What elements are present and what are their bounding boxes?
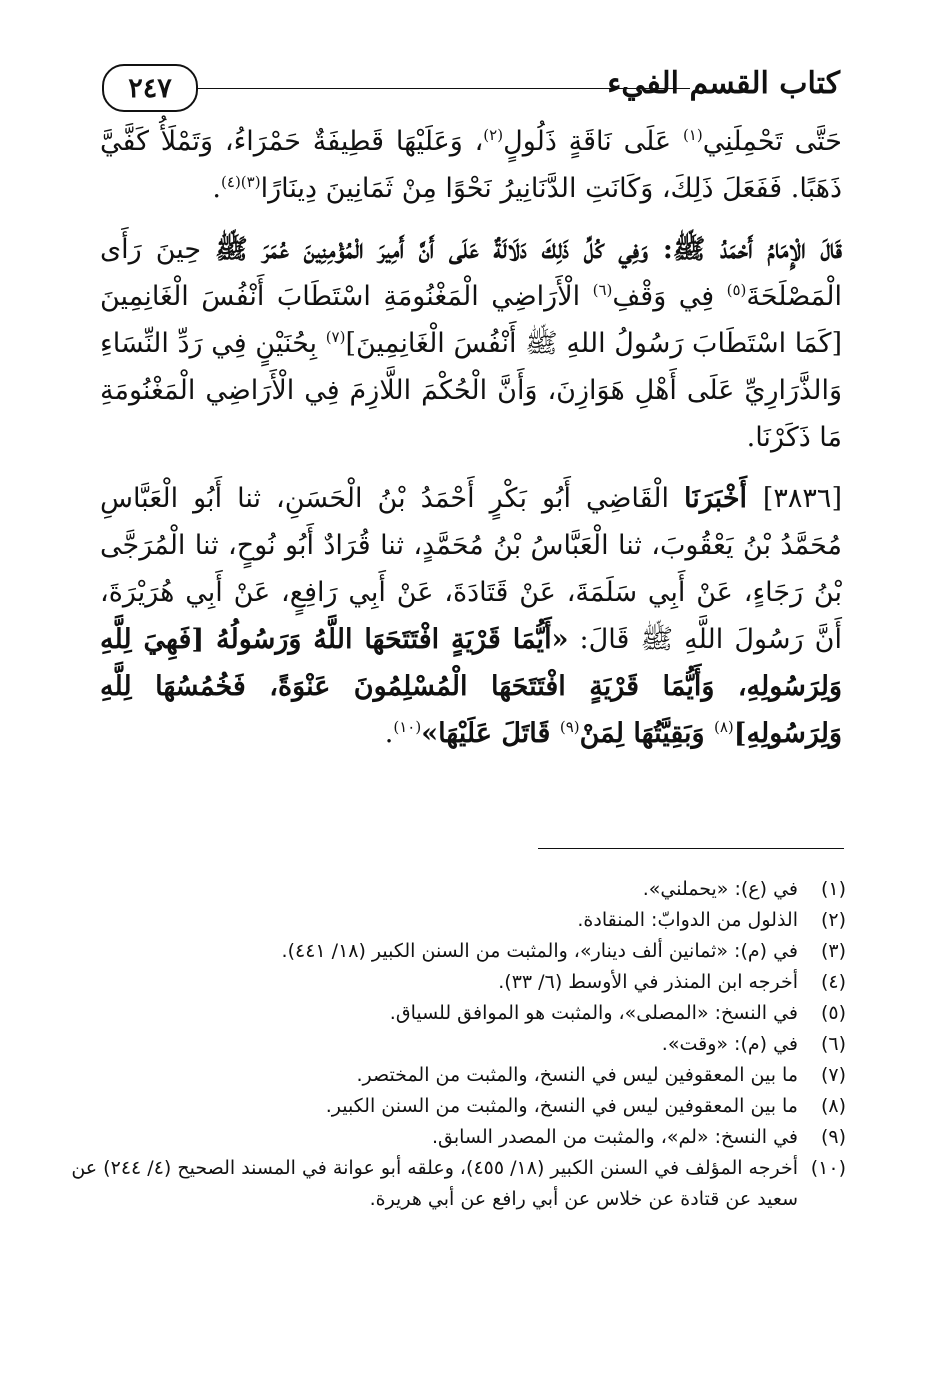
footnote-number: (٤) <box>820 971 846 993</box>
footnote-number: (٦) <box>820 1033 846 1055</box>
footnote-number: (٧) <box>820 1064 846 1086</box>
footnote-text: في (م): «ثمانين ألف دينار»، والمثبت من السنن الكبير (١٨/ ٤٤١). <box>281 940 798 962</box>
text-segment: حَتَّى تَحْمِلَنِي <box>702 126 842 157</box>
footnote-number: (٥) <box>820 1002 846 1024</box>
footnote-item <box>70 967 846 998</box>
footnote-separator <box>538 848 844 849</box>
text-segment: . <box>384 718 394 749</box>
text-segment: بِحُنَيْنٍ فِي رَدِّ النِّسَاءِ وَالذَّرَارِيِّ عَلَى أَهْلِ هَوَازِنَ، وَأَنَّ الْحُكْمَ اللَّازِمَ فِي الْأَرَاضِي الْمَغْنُومَةِ مَا ذَكَرْنَا. <box>100 328 842 453</box>
page-number: ٢٤٧ <box>102 64 198 112</box>
footnote-text: في (م): «وقت». <box>661 1033 798 1055</box>
footnote-number: (٣) <box>820 940 846 962</box>
paragraph-1 <box>100 118 842 212</box>
footnote-item <box>70 905 846 936</box>
footnote-item <box>70 1153 846 1215</box>
text-segment: قَالَ الْإِمَامُ أَحْمَدُ ﷺ: وَفِي كُلِّ ذَلِكَ دَلَالَةٌ عَلَى أَنَّ أَمِيرَ الْمُؤْمِنِينَ عُمَرَ ﷺ <box>215 234 842 265</box>
page-header <box>100 62 840 114</box>
footnote-ref: (١٠) <box>393 718 422 736</box>
footnote-ref: (٨) <box>714 718 734 736</box>
footnote-item <box>70 1060 846 1091</box>
footnote-text: ما بين المعقوفين ليس في النسخ، والمثبت من المختصر. <box>356 1064 798 1086</box>
footnote-item <box>70 936 846 967</box>
header-rule <box>198 88 690 89</box>
footnote-item <box>70 998 846 1029</box>
footnote-ref: (٥) <box>726 281 747 299</box>
text-segment: الْقَاضِي أَبُو بَكْرٍ أَحْمَدُ بْنُ الْحَسَنِ، ثنا أَبُو الْعَبَّاسِ مُحَمَّدُ بْنُ يَعْقُوبَ، ثنا الْعَبَّاسُ بْنُ مُحَمَّدٍ، ثنا قُرَادٌ أَبُو نُوحٍ، ثنا الْمُرَجَّى بْنُ رَجَاءٍ، عَنْ أَبِي سَلَمَةَ، عَنْ قَتَادَةَ، عَنْ أَبِي رَافِعٍ، عَنْ أَبِي هُرَيْرَةَ، أَنَّ رَسُولَ اللَّهِ ﷺ قَالَ: <box>100 483 842 655</box>
paragraph-2 <box>100 226 842 461</box>
footnote-item <box>70 874 846 905</box>
text-segment: فِي وَقْفِ <box>612 281 727 312</box>
footnote-text: في (ع): «يحملني». <box>642 878 798 900</box>
text-segment: ، وَعَلَيْهَا قَطِيفَةٌ حَمْرَاءُ، وَتَمْلَأُ كَفَّيَّ ذَهَبًا. فَفَعَلَ ذَلِكَ، وَكَانَتِ الدَّنَانِيرُ نَحْوًا مِنْ ثَمَانِينَ دِينَارًا <box>100 126 842 204</box>
book-title: كتاب القسم الفيء <box>607 66 840 101</box>
hadith-text: وَبَقِيَّتُهَا لِمَنْ <box>579 718 714 749</box>
text-segment: الْأَرَاضِي الْمَغْنُومَةِ اسْتَطَابَ أَنْفُسَ الْغَانِمِينَ [كَمَا اسْتَطَابَ رَسُولُ اللهِ ﷺ أَنْفُسَ الْغَانِمِينَ] <box>100 281 842 359</box>
text-segment: حِينَ رَأَى الْمَصْلَحَةَ <box>100 234 842 312</box>
footnote-item <box>70 1122 846 1153</box>
footnote-text: ما بين المعقوفين ليس في النسخ، والمثبت من السنن الكبير. <box>325 1095 798 1117</box>
footnote-ref: (٦) <box>592 281 613 299</box>
paragraph-3 <box>100 475 842 757</box>
footnote-ref: (١) <box>682 126 703 144</box>
main-text <box>100 118 842 771</box>
hadith-text: قَاتَلَ عَلَيْهَا» <box>421 718 560 749</box>
footnote-ref: (٧) <box>325 328 346 346</box>
footnote-number: (٢) <box>820 909 846 931</box>
footnote-item <box>70 1091 846 1122</box>
text-segment: أَخْبَرَنَا <box>684 483 763 514</box>
footnote-ref: (٢) <box>483 126 504 144</box>
footnote-number: (١) <box>820 878 846 900</box>
footnote-ref: (٣)(٤) <box>221 173 261 191</box>
hadith-number: [٣٨٣٦] <box>762 483 842 514</box>
footnote-text: في النسخ: «المصلى»، والمثبت هو الموافق للسياق. <box>389 1002 798 1024</box>
footnote-text: أخرجه المؤلف في السنن الكبير (١٨/ ٤٥٥)، وعلقه أبو عوانة في المسند الصحيح (٤/ ٢٤٤) عن سعيد عن قتادة عن خلاس عن أبي رافع عن أبي هريرة. <box>71 1157 798 1210</box>
footnote-number: (١٠) <box>810 1157 846 1179</box>
footnote-item <box>70 1029 846 1060</box>
footnotes <box>70 874 846 1215</box>
footnote-text: أخرجه ابن المنذر في الأوسط (٦/ ٣٣). <box>498 971 798 993</box>
footnote-text: في النسخ: «لم»، والمثبت من المصدر السابق. <box>431 1126 798 1148</box>
footnote-number: (٩) <box>820 1126 846 1148</box>
footnote-number: (٨) <box>820 1095 846 1117</box>
text-segment: عَلَى نَاقَةٍ ذَلُولٍ <box>503 126 683 157</box>
text-segment: . <box>212 173 222 204</box>
footnote-ref: (٩) <box>559 718 580 736</box>
hadith-text: «أَيُّمَا قَرْيَةٍ افْتَتَحَهَا اللَّهُ وَرَسُولُهُ [فَهِيَ لِلَّهِ وَلِرَسُولِهِ، وَأَيُّمَا قَرْيَةٍ افْتَتَحَهَا الْمُسْلِمُونَ عَنْوَةً، فَخُمُسُهَا لِلَّهِ وَلِرَسُولِهِ] <box>100 624 842 749</box>
footnote-text: الذلول من الدوابّ: المنقادة. <box>577 909 798 931</box>
